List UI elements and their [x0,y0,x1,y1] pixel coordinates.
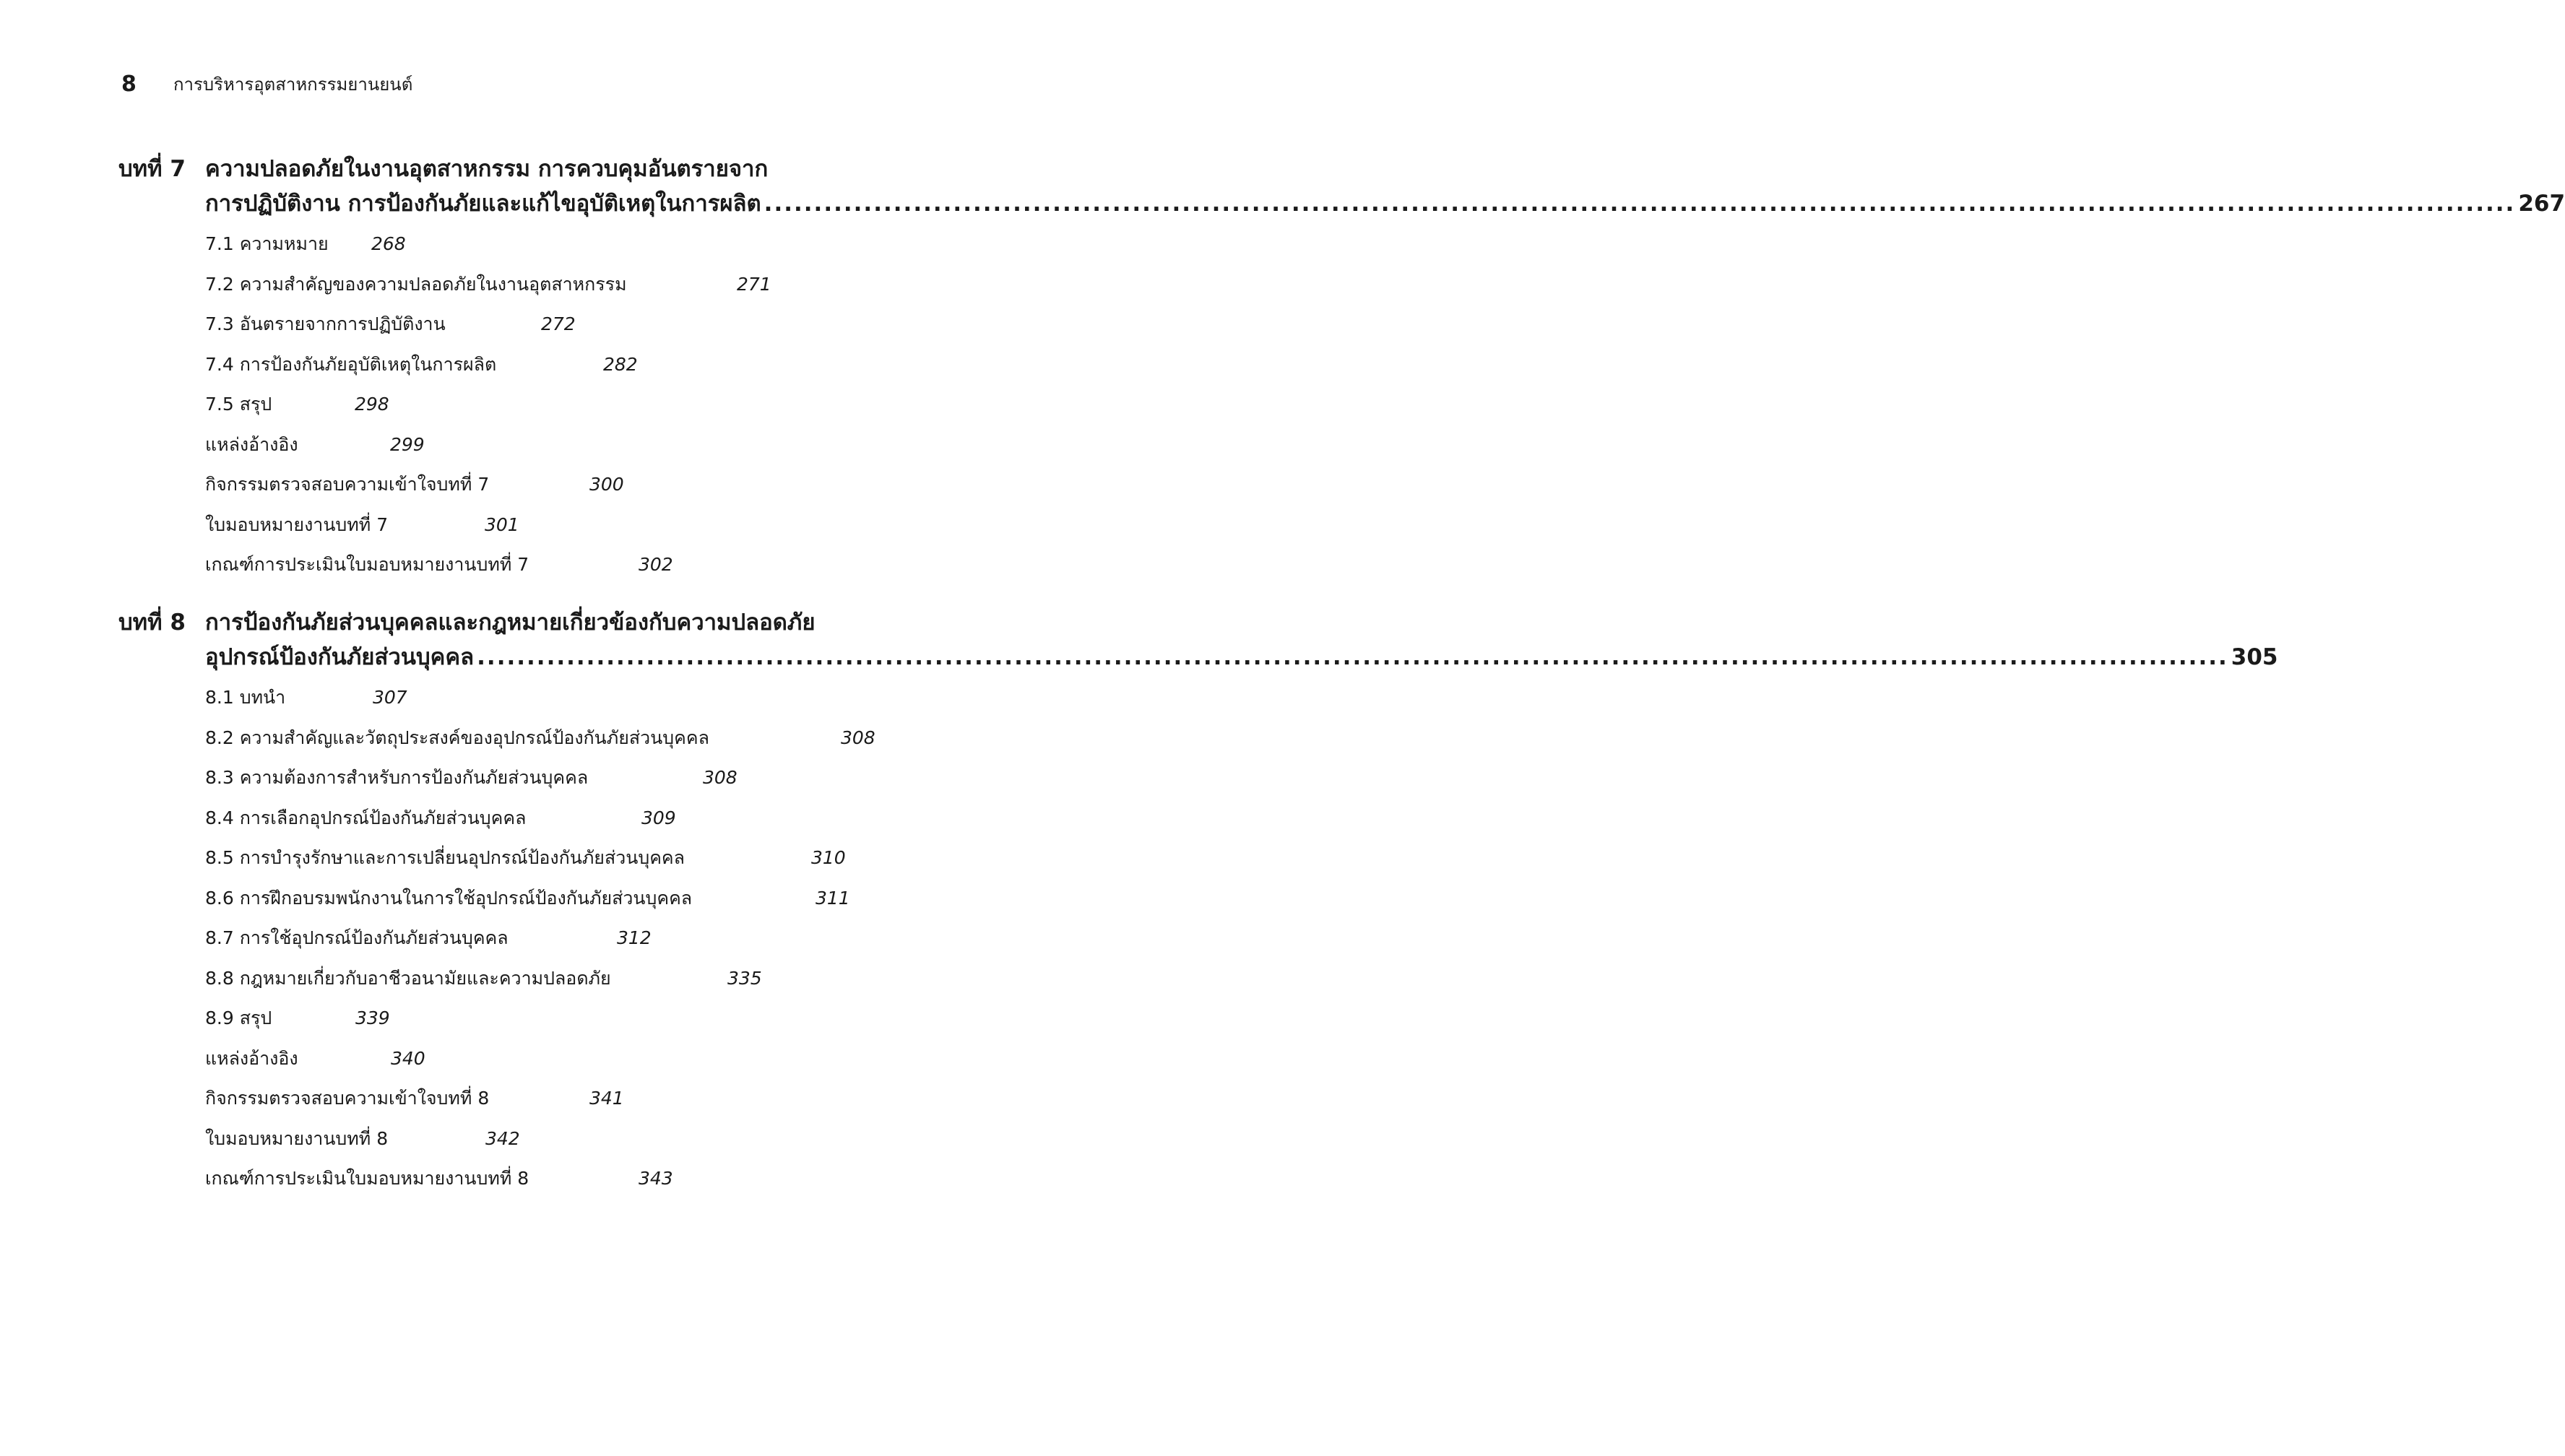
toc-entry-label: แหล่งอ้างอิง [205,1047,298,1069]
toc-entry-page: 268 [371,233,406,254]
chapter-title-line-2 [205,640,2278,675]
toc-entry-label: 8.8 กฎหมายเกี่ยวกับอาชีวอนามัยและความปลอดภัย [205,967,611,989]
dot-leader [764,186,2516,221]
toc-entry-page: 341 [589,1088,624,1109]
toc-entry-label: ใบมอบหมายงานบทที่ 8 [205,1127,389,1149]
chapter-title-line-1: การป้องกันภัยส่วนบุคคลและกฎหมายเกี่ยวข้องกับความปลอดภัย [205,610,816,636]
toc-entry [205,1004,920,1044]
toc-entry [205,964,920,1005]
chapter-page-number: 267 [2518,191,2565,217]
toc-entry-label: 7.4 การป้องกันภัยอุบัติเหตุในการผลิต [205,353,497,375]
toc-entry-label: 7.2 ความสำคัญของความปลอดภัยในงานอุตสาหกรรม [205,273,627,295]
toc-entry [205,683,920,724]
toc-entry-label: 7.1 ความหมาย [205,233,329,254]
toc-entry [205,270,920,311]
toc-entry [205,724,920,764]
toc-entry-page: 307 [373,687,407,708]
toc-entry-label: 7.3 อันตรายจากการปฏิบัติงาน [205,313,446,334]
toc-entry-label: กิจกรรมตรวจสอบความเข้าใจบทที่ 7 [205,474,490,495]
chapter-heading [118,152,2565,221]
toc-entry [205,550,920,591]
toc-entry-page: 342 [485,1127,520,1149]
toc-entry-label: แหล่งอ้างอิง [205,433,298,455]
toc-entry-label: 8.7 การใช้อุปกรณ์ป้องกันภัยส่วนบุคคล [205,927,509,948]
toc-entry [205,1124,920,1165]
chapter-title-line-1: ความปลอดภัยในงานอุตสาหกรรม การควบคุมอันตรายจาก [205,156,769,182]
toc-entry-label: 8.3 ความต้องการสำหรับการป้องกันภัยส่วนบุคคล [205,767,589,788]
toc-entry-label: 8.5 การบำรุงรักษาและการเปลี่ยนอุปกรณ์ป้องกันภัยส่วนบุคคล [205,847,685,868]
toc-entry-label: เกณฑ์การประเมินใบมอบหมายงานบทที่ 7 [205,554,529,575]
toc-entry [205,804,920,844]
toc-entry-page: 282 [603,353,638,375]
toc-entry [205,1044,920,1085]
toc-entry [205,1084,920,1124]
toc-entry [205,1164,920,1205]
toc-entry [205,230,920,270]
toc-entry-page: 339 [355,1008,390,1028]
toc-entry-page: 340 [391,1047,425,1069]
chapter-title-line-2 [205,186,2565,221]
toc-entry-page: 301 [485,514,519,535]
toc-entry-label: 8.4 การเลือกอุปกรณ์ป้องกันภัยส่วนบุคคล [205,807,527,828]
toc-entry-label: กิจกรรมตรวจสอบความเข้าใจบทที่ 8 [205,1088,490,1109]
toc-entry-page: 302 [639,554,673,575]
toc-entry-label: ใบมอบหมายงานบทที่ 7 [205,514,389,535]
toc-entry-page: 309 [641,807,676,828]
running-title: การบริหารอุตสาหกรรมยานยนต์ [173,74,413,95]
toc-entry [205,884,920,924]
chapter-8 [118,605,2278,1205]
toc-entry [205,924,920,964]
toc-entry [205,470,920,511]
toc-entry [205,310,920,350]
toc-entry-label: 8.2 ความสำคัญและวัตถุประสงค์ของอุปกรณ์ป้องกันภัยส่วนบุคคล [205,727,709,748]
toc-entry-page: 300 [589,474,624,495]
page-header [121,69,412,98]
chapter-label: บทที่ 7 [118,156,186,182]
toc-entry-page: 298 [355,394,389,415]
chapter-label: บทที่ 8 [118,610,186,636]
toc-entry-page: 343 [639,1168,673,1189]
toc-entry-page: 271 [737,273,771,295]
chapter-title [205,605,2278,675]
toc-entry-page: 272 [541,313,576,334]
toc-entry-page: 312 [617,927,652,948]
toc-entry-page: 299 [390,433,425,455]
toc-entry [205,350,920,391]
chapter-title-line-2-text: อุปกรณ์ป้องกันภัยส่วนบุคคล [205,644,475,670]
page-number: 8 [121,71,137,97]
toc-entry [205,390,920,430]
chapter-title [205,152,2565,221]
toc-entry [205,844,920,884]
toc-entry-page: 311 [816,887,850,909]
toc-entry [205,511,920,551]
toc-entry-list [118,230,920,591]
chapter-7 [118,152,2565,591]
toc-entry-page: 335 [727,967,762,989]
chapter-page-number: 305 [2231,644,2278,670]
toc-entry-page: 308 [841,727,875,748]
dot-leader [477,640,2228,675]
toc-entry-label: 8.9 สรุป [205,1008,272,1028]
chapter-title-line-2-text: การปฏิบัติงาน การป้องกันภัยและแก้ไขอุบัติเหตุในการผลิต [205,191,761,217]
toc-entry-label: 7.5 สรุป [205,394,272,415]
toc-entry-page: 310 [811,847,846,868]
chapter-heading [118,605,2278,675]
toc-entry [205,430,920,471]
toc-entry-label: 8.1 บทนำ [205,687,286,708]
toc-entry-page: 308 [703,767,738,788]
toc-entry [205,763,920,804]
toc-entry-label: เกณฑ์การประเมินใบมอบหมายงานบทที่ 8 [205,1168,529,1189]
toc-entry-label: 8.6 การฝึกอบรมพนักงานในการใช้อุปกรณ์ป้องกันภัยส่วนบุคคล [205,887,693,909]
toc-entry-list [118,683,920,1205]
